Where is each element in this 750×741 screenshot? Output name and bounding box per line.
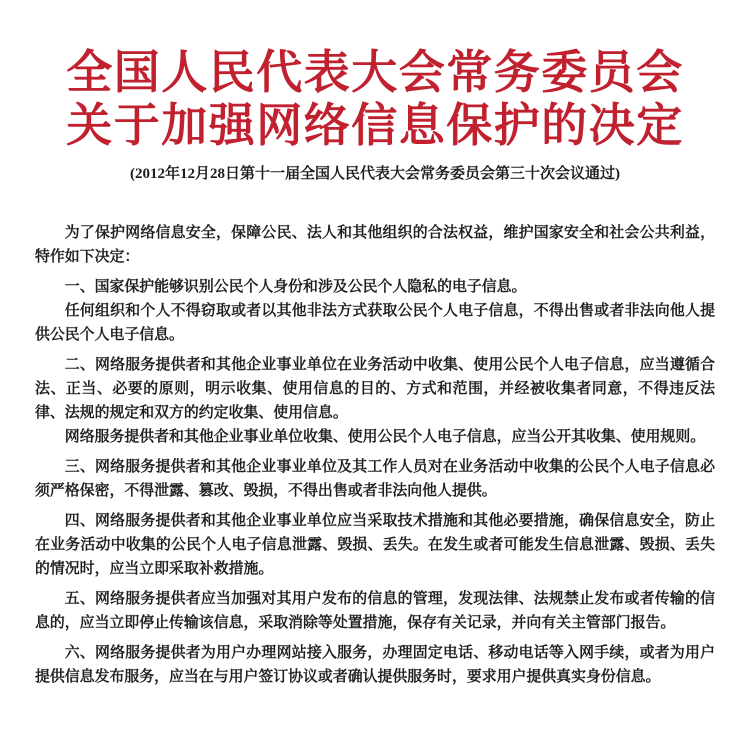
document-title-line1: 全国人民代表大会常务委员会 xyxy=(66,47,684,98)
paragraph-item-3: 三、网络服务提供者和其他企业事业单位及其工作人员对在业务活动中收集的公民个人电子信息必须严格保密，不得泄露、篡改、毁损，不得出售或者非法向他人提供。 xyxy=(35,459,715,499)
adoption-note: (2012年12月28日第十一届全国人民代表大会常务委员会第三十次会议通过) xyxy=(130,166,620,182)
document-title xyxy=(35,46,715,152)
paragraph-intro: 为了保护网络信息安全，保障公民、法人和其他组织的合法权益，维护国家安全和社会公共利益，特作如下决定： xyxy=(35,225,715,265)
paragraph-item-2-cont: 网络服务提供者和其他企业事业单位收集、使用公民个人电子信息，应当公开其收集、使用规则。 xyxy=(64,429,706,445)
paragraph-item-2: 二、网络服务提供者和其他企业事业单位在业务活动中收集、使用公民个人电子信息，应当遵循合法、正当、必要的原则，明示收集、使用信息的目的、方式和范围，并经被收集者同意，不得违反法律、法规的规定和双方的约定收集、使用信息。 xyxy=(35,357,715,421)
document-body xyxy=(35,221,715,689)
document-title-line2: 关于加强网络信息保护的决定 xyxy=(66,100,684,151)
paragraph-item-1: 一、国家保护能够识别公民个人身份和涉及公民个人隐私的电子信息。 xyxy=(64,279,527,295)
paragraph-item-6: 六、网络服务提供者为用户办理网站接入服务，办理固定电话、移动电话等入网手续，或者为用户提供信息发布服务，应当在与用户签订协议或者确认提供服务时，要求用户提供真实身份信息。 xyxy=(35,645,715,685)
paragraph-item-4: 四、网络服务提供者和其他企业事业单位应当采取技术措施和其他必要措施，确保信息安全，防止在业务活动中收集的公民个人电子信息泄露、毁损、丢失。在发生或者可能发生信息泄露、毁损、丢失的情况时，应当立即采取补救措施。 xyxy=(35,513,715,577)
document-page xyxy=(0,46,750,741)
paragraph-item-5: 五、网络服务提供者应当加强对其用户发布的信息的管理，发现法律、法规禁止发布或者传输的信息的，应当立即停止传输该信息，采取消除等处置措施，保存有关记录，并向有关主管部门报告。 xyxy=(35,591,715,631)
paragraph-item-1-cont: 任何组织和个人不得窃取或者以其他非法方式获取公民个人电子信息，不得出售或者非法向他人提供公民个人电子信息。 xyxy=(35,303,715,343)
